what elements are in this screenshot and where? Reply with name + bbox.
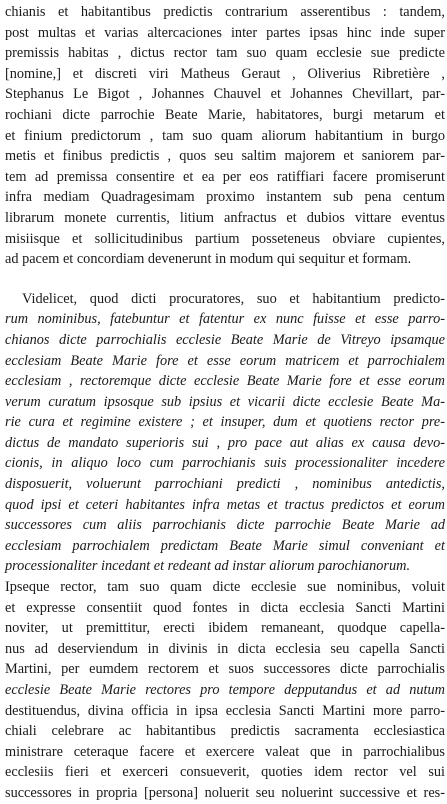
text-line: dictus de mandato superioris sui , pro pace aut alias ex causa devo- (5, 434, 445, 451)
text-line: nus ad deserviendum in divinis in dicta ecclesia seu capella Sancti (5, 640, 445, 657)
text-line: misiisque et sollicitudinibus partium posseteneus obviare cupientes, (5, 230, 445, 247)
text-line: infra mediam Quadragesimam proximo instantem sub pena centum (5, 189, 445, 206)
text-line: chianos dicte parrochialis ecclesie Beate Marie de Vitreyo ipsamque (5, 331, 445, 348)
text-line: ecclesiam parrochialem predictam Beate Marie simul conveniant et (5, 537, 445, 554)
text-line: disposuerit, voluerunt parrochiani predicti , nominibus antedictis, (5, 476, 445, 493)
text-line: ad pacem et concordiam devenerunt in modum qui sequitur et formam. (5, 251, 412, 268)
document-page (5, 2, 445, 804)
text-line: et expresse consentiit quod fontes in dicta ecclesia Sancti Martini (5, 599, 445, 616)
text-line: noviter, ut premittitur, erecti ibidem remaneant, quodque capella- (5, 620, 445, 637)
paragraph-1 (5, 2, 445, 270)
text-line: premissis habitas , dictus rector tam suo quam ecclesie sue predicte (5, 45, 445, 62)
text-line: quod ipsi et ceteri habitantes infra metas et tractus predictos et eorum (5, 496, 445, 513)
text-line: et finium predictorum , tam suo quam aliorum habitantium in burgo (5, 127, 445, 144)
text-line: metis et finibus predictis , quos seu saltim majorem et saniorem par- (5, 148, 445, 165)
text-line: ministrare ceteraque facere et exercere valeat que in parrochialibus (5, 743, 445, 760)
text-line: verum curatum ipsosque sub ipsius et vicarii dicte ecclesie Beate Ma- (5, 393, 445, 410)
text-line: successores in propria [persona] noluerit seu noluerint successive et res- (5, 784, 445, 801)
paragraph-gap (5, 270, 445, 289)
text-line: ecclesiam , rectoremque dicte ecclesie Beate Marie fore et esse eorum (5, 373, 445, 390)
text-line: Ipseque rector, tam suo quam dicte ecclesie sue nominibus, voluit (5, 579, 445, 596)
text-line: ecclesie Beate Marie rectores pro tempore depputandus et ad nutum (5, 682, 445, 698)
text-line: rum nominibus, fatebuntur et fatentur ex nunc fuisse et esse parro- (5, 311, 445, 328)
text-line: post multas et varias altercaciones inter partes ipsas hinc inde super (5, 24, 445, 41)
paragraph-2 (5, 289, 445, 804)
text-line: successores cum aliis parrochianis dicte parrochie Beate Marie ad (5, 517, 445, 534)
text-line: rochiani dicte parrochie Beate Marie, habitatores, burgi metarum et (5, 106, 445, 123)
text-line: Stephanus Le Bigot , Johannes Chauvel et Johannes Chevillart, par- (5, 86, 445, 103)
text-line: chianis et habitantibus predictis contrarium asserentibus : tandem, (5, 4, 445, 20)
text-line: ecclesiam Beate Marie fore et esse eorum matricem et parrochialem (5, 352, 445, 369)
text-line: processionaliter incedant et redeant ad instar aliorum parochianorum. (5, 558, 411, 575)
text-line: rie cura et regimine existere ; et insuper, dum et quotiens rector pre- (5, 414, 445, 431)
text-line: cionis, in aliquo loco cum parrochianis suis processionaliter incedere (5, 455, 445, 472)
text-line: Martini, per eumdem rectorem et suos successores dicte parrochialis (5, 661, 445, 678)
text-line: destituendus, divina officia in ipsa ecclesia Sancti Martini more parro- (5, 702, 445, 719)
text-line: chiali celebrare ac habitantibus predictis sacramenta ecclesiastica (5, 723, 445, 740)
text-line: ecclesiis fieri et exerceri consueverit, quoties idem rector vel sui (5, 764, 445, 781)
text-line: tem ad premissa consentire et ea per eos ratiffiari facere promiserunt (5, 168, 445, 185)
text-line: librarum monete currentis, litium anfractus et dubios vittare eventus (5, 209, 445, 226)
text-line: Videlicet, quod dicti procuratores, suo et habitantium predicto- (22, 290, 445, 307)
text-line: [nomine,] et discreti viri Matheus Geraut , Oliverius Ribretière , (5, 65, 445, 82)
